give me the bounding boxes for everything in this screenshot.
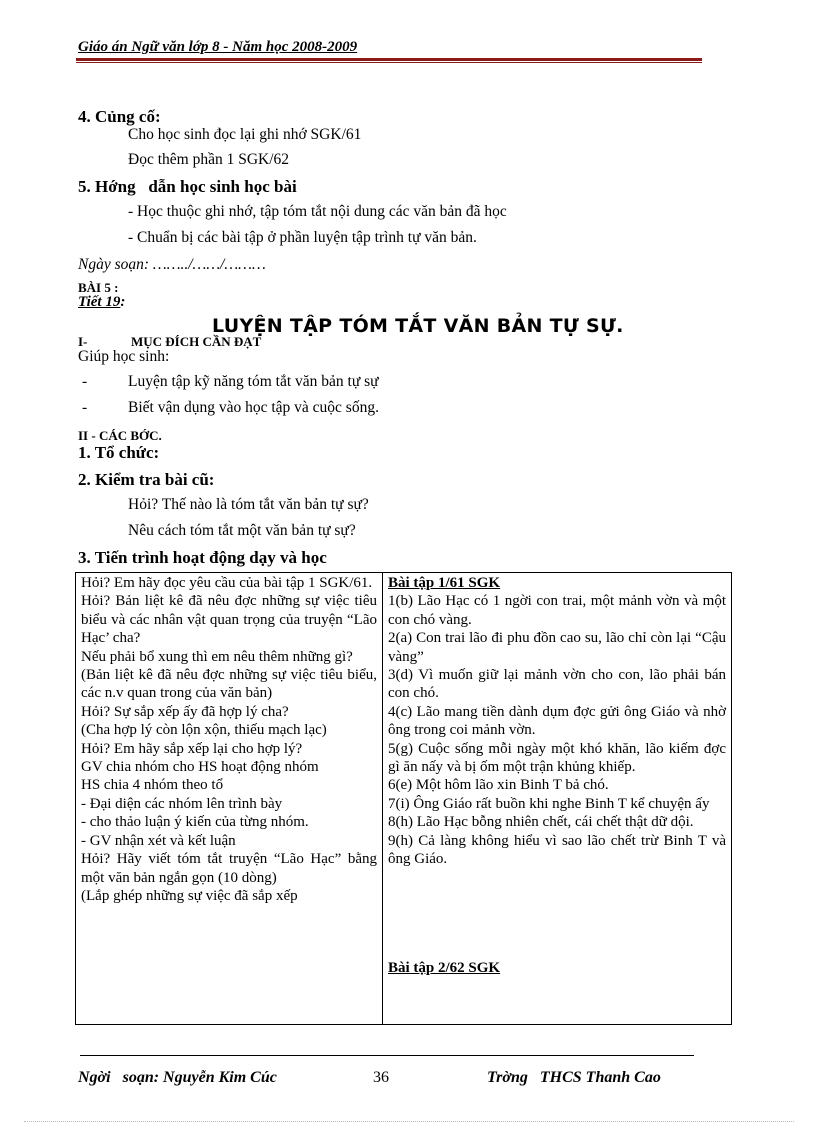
teacher-activity-cell xyxy=(76,573,383,1025)
right-line-8: 8(h) Lão Hạc bỗng nhiên chết, cái chết thật dữ dội. xyxy=(388,814,694,831)
page-bottom-border xyxy=(24,1121,794,1122)
header-rule-thin xyxy=(76,62,702,63)
left-line-5: Hỏi? Sự sắp xếp ấy đã hợp lý cha? xyxy=(81,703,289,720)
part1-number: I- xyxy=(78,334,88,349)
part1-heading: MỤC ĐÍCH CẦN ĐẠT xyxy=(131,334,262,349)
part2-heading: II - CÁC BỚC. xyxy=(78,428,162,443)
period-number xyxy=(78,294,125,311)
step2-heading: 2. Kiểm tra bài cũ: xyxy=(78,470,215,489)
footer-rule xyxy=(80,1055,694,1056)
step1-heading: 1. Tổ chức: xyxy=(78,443,160,462)
right-line-9: 9(h) Cả làng không hiểu vì sao lão chết trừ Binh T và ông Giáo. xyxy=(388,832,726,868)
header-rule xyxy=(76,58,702,61)
part1-item-2-dash: - xyxy=(82,399,88,416)
lesson-title: LUYỆN TẬP TÓM TẮT VĂN BẢN TỰ SỰ. xyxy=(212,315,624,337)
date-prepared: Ngày soạn: ……../……/……… xyxy=(78,256,266,273)
section4-line-1: Cho học sinh đọc lại ghi nhớ SGK/61 xyxy=(128,126,362,143)
exercise2-heading: Bài tập 2/62 SGK xyxy=(388,959,501,976)
table-row xyxy=(76,573,732,1025)
content-cell xyxy=(383,573,732,1025)
part1-item-2: Biết vận dụng vào học tập và cuộc sống. xyxy=(128,399,379,416)
section4-heading: 4. Củng cố: xyxy=(78,107,161,126)
left-line-4: (Bản liệt kê đã nêu đợc những sự việc tiêu biểu, các n.v quan trong của văn bản) xyxy=(81,667,377,702)
part1-item-1: Luyện tập kỹ năng tóm tắt văn bản tự sự xyxy=(128,373,379,390)
footer-author: Ngời soạn: Nguyễn Kim Cúc xyxy=(78,1069,277,1086)
lesson-number: BÀI 5 : xyxy=(78,280,119,295)
left-line-1: Hỏi? Em hãy đọc yêu cầu của bài tập 1 SGK/61. xyxy=(81,575,373,591)
right-line-4: 4(c) Lão mang tiền dành dụm đợc gửi ông Giáo và nhờ ông trong coi mảnh vờn. xyxy=(388,703,726,739)
section5-heading: 5. Hớng dẫn học sinh học bài xyxy=(78,177,297,196)
left-line-8: GV chia nhóm cho HS hoạt động nhóm xyxy=(81,759,319,776)
right-line-1: 1(b) Lão Hạc có 1 ngời con trai, một mảnh vờn và một con chó vàng. xyxy=(388,593,726,628)
right-line-3: 3(d) Vì muốn giữ lại mảnh vờn cho con, lão phải bán con chó. xyxy=(388,667,726,702)
part1-intro: Giúp học sinh: xyxy=(78,348,170,365)
right-line-2: 2(a) Con trai lão đi phu đồn cao su, lão chỉ còn lại “Cậu vàng” xyxy=(388,630,726,665)
footer-school: Trờng THCS Thanh Cao xyxy=(487,1069,661,1086)
left-line-2: Hỏi? Bản liệt kê đã nêu đợc những sự việc tiêu biểu và các nhân vật quan trọng của truyện “Lão Hạc’ cha? xyxy=(81,593,377,647)
left-line-6: (Cha hợp lý còn lộn xộn, thiếu mạch lạc) xyxy=(81,722,327,739)
exercise1-heading: Bài tập 1/61 SGK xyxy=(388,575,501,591)
period-colon: : xyxy=(120,294,126,310)
left-line-12: - GV nhận xét và kết luận xyxy=(81,832,236,849)
left-line-7: Hỏi? Em hãy sắp xếp lại cho hợp lý? xyxy=(81,740,303,757)
activity-table xyxy=(75,572,732,1025)
step2-line-1: Hỏi? Thế nào là tóm tắt văn bản tự sự? xyxy=(128,496,369,513)
left-line-10: - Đại diện các nhóm lên trình bày xyxy=(81,795,283,812)
step2-line-2: Nêu cách tóm tắt một văn bản tự sự? xyxy=(128,522,356,539)
header-title: Giáo án Ngữ văn lớp 8 - Năm học 2008-2009 xyxy=(78,39,358,55)
left-line-9: HS chia 4 nhóm theo tổ xyxy=(81,777,224,794)
part1-item-1-dash: - xyxy=(82,373,88,390)
step3-heading: 3. Tiến trình hoạt động dạy và học xyxy=(78,548,327,567)
left-line-14: (Lắp ghép những sự việc đã sắp xếp xyxy=(81,887,298,904)
left-line-3: Nếu phải bổ xung thì em nêu thêm những gì? xyxy=(81,648,353,665)
left-line-11: - cho thảo luận ý kiến của từng nhóm. xyxy=(81,814,309,831)
page-number: 36 xyxy=(373,1069,389,1086)
section5-line-1: - Học thuộc ghi nhớ, tập tóm tắt nội dung các văn bản đã học xyxy=(128,203,507,220)
section5-line-2: - Chuẩn bị các bài tập ở phần luyện tập trình tự văn bản. xyxy=(128,229,477,246)
right-line-5: 5(g) Cuộc sống mỗi ngày một khó khăn, lão kiếm đợc gì ăn nấy và bị ốm một trận khủng khiếp. xyxy=(388,740,726,776)
right-line-6: 6(e) Một hôm lão xin Binh T bả chó. xyxy=(388,777,609,794)
cell-spacer xyxy=(388,869,726,959)
right-line-7: 7(i) Ông Giáo rất buồn khi nghe Binh T kể chuyện ấy xyxy=(388,795,710,812)
section4-line-2: Đọc thêm phần 1 SGK/62 xyxy=(128,151,290,168)
period-label: Tiết 19 xyxy=(78,294,121,310)
left-line-13: Hỏi? Hãy viết tóm tắt truyện “Lão Hạc” bằng một văn bản ngắn gọn (10 dòng) xyxy=(81,851,377,886)
